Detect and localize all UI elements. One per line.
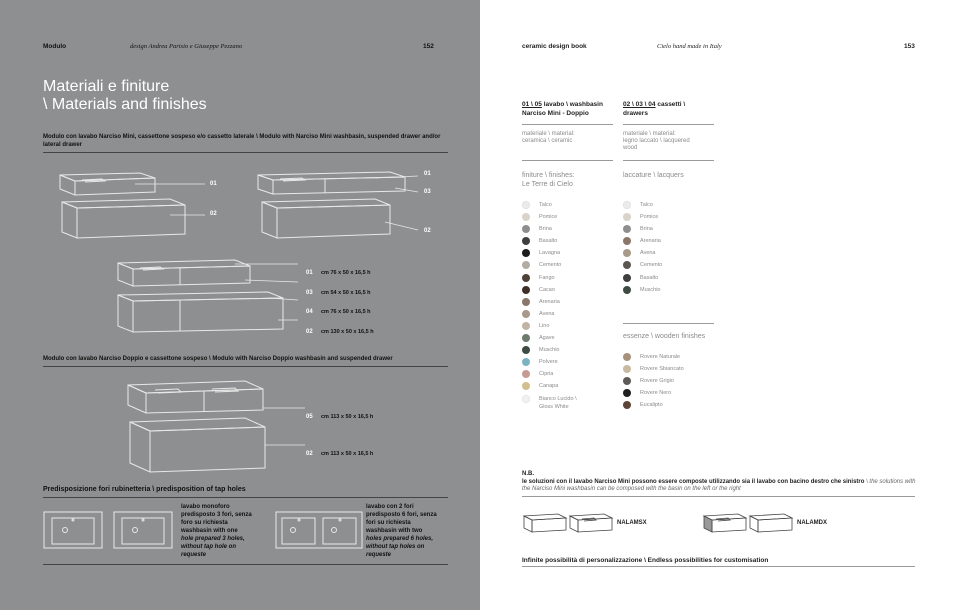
swatch-name-line: Talco [539, 202, 552, 208]
heading-line: finiture \ finishes: [522, 172, 575, 179]
dim-text: cm 113 x 50 x 16,5 h [321, 414, 374, 420]
note-line: foro su richiesta [181, 520, 228, 526]
swatch-item [623, 237, 662, 249]
swatch-name [640, 365, 684, 373]
divider [623, 160, 714, 161]
tap-note-double [366, 503, 448, 559]
swatch-name-line: Eucalipto [640, 402, 663, 409]
material-line: wood [623, 145, 638, 151]
note-line: lavabo monoforo [181, 504, 230, 510]
swatch-item [623, 389, 684, 401]
color-swatch-dot [522, 274, 530, 282]
label-b01: 01 [424, 171, 431, 177]
color-swatch-dot [522, 382, 530, 390]
swatch-name [640, 225, 653, 233]
swatch-name-line: Basalto [539, 238, 558, 245]
swatch-name [539, 225, 552, 233]
swatch-name [539, 213, 557, 221]
note-line: without tap hole on [181, 544, 236, 550]
swatch-name-line: Muschio [640, 286, 661, 293]
swatch-name-line: Rovere Sbiancato [640, 366, 684, 373]
washbasin-title [522, 101, 614, 118]
drawers-material [623, 131, 690, 152]
module-drawings-1 [40, 160, 460, 340]
color-swatch-dot [522, 286, 530, 294]
swatch-name [640, 274, 658, 282]
variant-right-drawing [702, 508, 802, 538]
swatch-name [539, 334, 555, 342]
lacquer-swatch-list [623, 201, 662, 298]
divider [522, 160, 613, 161]
note-line: predisposto 6 fori, senza [366, 512, 437, 518]
note-line: requeste [366, 552, 392, 558]
section1-caption: Modulo con lavabo Narciso Mini, cassettone sospeso e/o cassetto laterale \ Modulo with Narciso Mini washbasin, suspended drawer and/or lateral drawer [43, 134, 441, 148]
swatch-name [640, 237, 661, 245]
dim-num: 05 [306, 414, 313, 420]
heading-line: Le Terre di Cielo [522, 181, 573, 188]
swatch-item [522, 382, 577, 394]
divider [522, 496, 915, 497]
label-a01: 01 [210, 181, 217, 187]
divider [623, 124, 714, 125]
swatch-item [623, 249, 662, 261]
material-line: materiale \ material: [623, 131, 676, 137]
note-italic: \ the solutions with the Narciso Mini washbasin can be composed with the basin on the left or the right [522, 478, 916, 492]
swatch-name [539, 358, 558, 366]
note-line: holes prepared 6 holes, [366, 536, 434, 542]
swatch-name-line: Fango [539, 274, 555, 281]
swatch-item [623, 377, 684, 389]
dims-list-2 [306, 405, 373, 460]
swatch-name-line: Cacao [539, 286, 555, 293]
color-swatch-dot [522, 346, 530, 354]
swatch-name [640, 353, 680, 361]
swatch-name-line: Brina [539, 226, 552, 233]
swatch-name-line: Pomice [640, 214, 659, 221]
swatch-name-line: Basalto [640, 274, 659, 281]
divider [43, 152, 448, 153]
color-swatch-dot [522, 370, 530, 378]
dim-row [306, 261, 374, 281]
page-title [43, 78, 207, 114]
divider [43, 497, 448, 498]
title-line [522, 101, 614, 110]
material-line: ceramica \ ceramic [522, 138, 573, 144]
swatch-name [539, 370, 553, 378]
dim-text: cm 113 x 50 x 16,5 h [321, 451, 374, 457]
color-swatch-dot [522, 334, 530, 342]
section-label: Modulo [43, 43, 67, 50]
swatch-item [522, 334, 577, 346]
note-line: fori su richiesta [366, 520, 411, 526]
footer-tagline: Infinite possibilità di personalizzazione \ Endless possibilities for customisation [522, 557, 769, 564]
swatch-name [640, 201, 653, 209]
swatch-name-line: Rovere Grigio [640, 378, 674, 385]
color-swatch-dot [623, 274, 631, 282]
swatch-name-line: Gloss White [539, 403, 569, 410]
color-swatch-dot [623, 377, 631, 385]
swatch-item [623, 225, 662, 237]
swatch-item [522, 346, 577, 358]
color-swatch-dot [522, 310, 530, 318]
color-swatch-dot [522, 298, 530, 306]
title-line: Narciso Mini - Doppio [522, 109, 589, 117]
swatch-item [623, 261, 662, 273]
label-b02: 02 [424, 228, 431, 234]
washbasin-material [522, 131, 575, 145]
note-bold: le soluzioni con il lavabo Narciso Mini possono essere composte utilizzando sia il lavabo con bacino destro che sinistro [522, 478, 865, 485]
swatch-name [539, 261, 561, 269]
dim-text: cm 130 x 50 x 16,5 h [321, 328, 374, 335]
swatch-item [522, 261, 577, 273]
section3-caption: Predisposizione fori rubinetteria \ predisposition of tap holes [43, 486, 246, 493]
swatch-item [522, 286, 577, 298]
swatch-name [539, 298, 560, 306]
title-text: lavabo \ washbasin [543, 101, 603, 108]
title-line [623, 101, 715, 110]
swatch-name [539, 395, 577, 411]
swatch-name [640, 249, 656, 257]
material-line: legno laccato \ lacquered [623, 138, 690, 144]
dims-list-1 [306, 261, 374, 339]
swatch-name [539, 201, 552, 209]
swatch-item [522, 225, 577, 237]
color-swatch-dot [522, 358, 530, 366]
divider [522, 124, 613, 125]
swatch-name-line: Pomice [539, 214, 558, 221]
dim-text: cm 76 x 50 x 16,5 h [321, 309, 371, 315]
swatch-item [623, 353, 684, 365]
dim-row [306, 405, 373, 442]
wood-finishes-heading: essenze \ wooden finishes [623, 333, 706, 340]
swatch-name-line: Cipria [539, 371, 554, 378]
title-text: cassetti \ [657, 101, 686, 108]
swatch-name-line: Talco [640, 202, 653, 208]
right-page [480, 0, 959, 610]
color-swatch-dot [522, 261, 530, 269]
color-swatch-dot [522, 201, 530, 209]
color-swatch-dot [623, 365, 631, 373]
title-number: 02 \ 03 \ 04 [623, 101, 656, 108]
swatch-name-line: Arenaria [539, 298, 560, 305]
swatch-item [522, 249, 577, 261]
swatch-name [539, 237, 557, 245]
note-line: lavabo con 2 fori [366, 504, 414, 510]
dim-num: 01 [306, 270, 313, 276]
swatch-name-line: Bianco Lucido \ [539, 395, 577, 402]
swatch-name [640, 389, 671, 397]
note-line: washbasin with two [366, 528, 423, 534]
wood-swatch-list [623, 353, 684, 413]
dim-num: 03 [306, 289, 313, 296]
note-heading: N.B. [522, 471, 534, 477]
swatch-name [539, 286, 555, 294]
color-swatch-dot [623, 249, 631, 257]
swatch-item [522, 237, 577, 249]
title-line-2: \ Materials and finishes [43, 96, 207, 113]
swatch-name [640, 377, 674, 385]
color-swatch-dot [623, 225, 631, 233]
swatch-name-line: Canapa [539, 383, 559, 390]
divider [623, 323, 714, 324]
dim-num: 02 [306, 451, 313, 457]
section2-caption: Modulo con lavabo Narciso Doppio e cassettone sospeso \ Modulo with Narciso Doppio washbasin and suspended drawer [43, 356, 393, 362]
swatch-name-line: Lavagna [539, 250, 561, 257]
swatch-name [539, 322, 549, 330]
swatch-name-line: Rovere Nero [640, 390, 672, 397]
swatch-name-line: Avena [539, 310, 555, 317]
swatch-item [623, 213, 662, 225]
color-swatch-dot [522, 237, 530, 245]
swatch-name-line: Rovere Naturale [640, 354, 681, 360]
divider [43, 564, 448, 565]
tagline: Cielo hand made in Italy [657, 43, 722, 50]
title-number: 01 \ 05 [522, 101, 542, 108]
swatch-item [623, 286, 662, 298]
drawers-title [623, 101, 715, 118]
dim-text: cm 76 x 50 x 16,5 h [321, 270, 371, 276]
color-swatch-dot [522, 395, 530, 403]
washbasin-swatch-list [522, 201, 577, 410]
tap-holes-double-drawing [275, 510, 365, 552]
note-line: hole prepared 3 holes, [181, 536, 245, 542]
dim-text: cm 54 x 50 x 16,5 h [321, 289, 371, 296]
swatch-name-line: Avena [640, 250, 656, 257]
swatch-name-line: Muschio [539, 347, 560, 354]
color-swatch-dot [623, 286, 631, 294]
swatch-name [640, 213, 658, 221]
dim-row [306, 442, 373, 460]
swatch-name [539, 346, 559, 354]
dim-row [306, 300, 374, 320]
swatch-name [539, 310, 555, 318]
color-swatch-dot [623, 401, 631, 409]
note-line: without tap holes on [366, 544, 425, 550]
note-text [522, 479, 917, 494]
design-credit: design Andrea Parisio e Giuseppe Pezzano [130, 43, 243, 50]
swatch-item [522, 370, 577, 382]
swatch-item [522, 274, 577, 286]
lacquers-heading: laccature \ lacquers [623, 172, 684, 179]
swatch-item [522, 298, 577, 310]
swatch-item [522, 310, 577, 322]
dim-num: 02 [306, 328, 313, 335]
swatch-name [640, 401, 663, 409]
dim-num: 04 [306, 309, 313, 315]
color-swatch-dot [623, 353, 631, 361]
swatch-item [522, 322, 577, 334]
divider [43, 366, 448, 367]
swatch-name-line: Cemento [539, 262, 562, 269]
swatch-name-line: Cemento [640, 262, 663, 269]
color-swatch-dot [522, 249, 530, 257]
label-a02: 02 [210, 211, 217, 217]
label-b03: 03 [424, 189, 431, 195]
swatch-name [539, 382, 558, 390]
book-title: ceramic design book [522, 43, 587, 50]
swatch-item [623, 274, 662, 286]
title-line: drawers [623, 109, 648, 117]
swatch-item [522, 395, 577, 410]
swatch-name [539, 249, 560, 257]
swatch-name [640, 286, 660, 294]
material-line: materiale \ material: [522, 131, 575, 137]
module-drawings-2 [120, 370, 320, 480]
color-swatch-dot [623, 237, 631, 245]
color-swatch-dot [623, 213, 631, 221]
swatch-name-line: Arenaria [640, 238, 661, 245]
color-swatch-dot [522, 322, 530, 330]
variant-left-code: NALAMSX [617, 520, 647, 526]
note-line: predisposto 3 fori, senza [181, 512, 252, 518]
color-swatch-dot [522, 225, 530, 233]
page-number: 153 [904, 43, 915, 50]
swatch-item [522, 201, 577, 213]
swatch-item [623, 365, 684, 377]
tap-holes-single-drawing [43, 510, 183, 552]
swatch-name-line: Brina [640, 226, 653, 233]
swatch-name [539, 274, 555, 282]
note-line: washbasin with one [181, 528, 238, 534]
note-line: requeste [181, 552, 207, 558]
swatch-name-line: Polvere [539, 359, 558, 366]
color-swatch-dot [623, 261, 631, 269]
variant-left-drawing [522, 508, 622, 538]
tap-note-single [181, 503, 261, 559]
color-swatch-dot [623, 201, 631, 209]
page-number: 152 [423, 43, 434, 50]
swatch-item [623, 401, 684, 413]
swatch-name-line: Lino [539, 322, 550, 329]
variant-right-code: NALAMDX [797, 520, 827, 526]
swatch-item [522, 213, 577, 225]
swatch-name [640, 261, 662, 269]
color-swatch-dot [522, 213, 530, 221]
washbasin-finishes-heading [522, 171, 575, 189]
swatch-item [522, 358, 577, 370]
swatch-name-line: Agave [539, 335, 555, 342]
dim-row [306, 320, 374, 340]
divider [522, 566, 915, 567]
title-line-1: Materiali e finiture [43, 78, 170, 95]
note-block [522, 471, 917, 494]
swatch-item [623, 201, 662, 213]
color-swatch-dot [623, 389, 631, 397]
dim-row [306, 281, 374, 301]
